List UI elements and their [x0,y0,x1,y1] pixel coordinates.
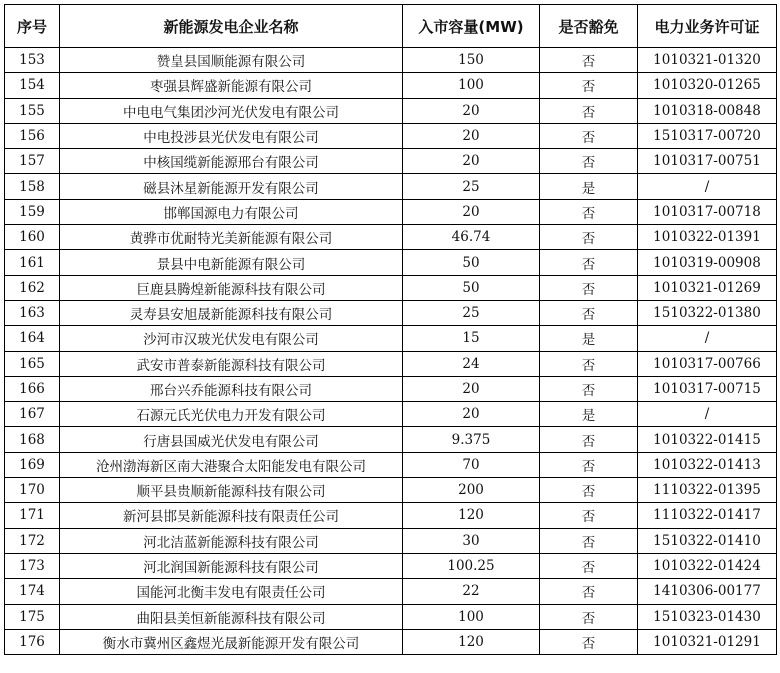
table-row [5,199,777,224]
capacity-cell: 100 [403,604,540,629]
serial-number-cell: 170 [5,478,60,503]
license-cell: 1510322-01380 [638,300,777,325]
serial-number-cell: 176 [5,629,60,654]
header-serial-number: 序号 [5,5,60,48]
table-row [5,528,777,553]
capacity-cell: 150 [403,48,540,73]
exemption-cell: 否 [540,376,638,401]
license-cell: / [638,402,777,427]
document-page [4,4,777,655]
license-cell: 1010317-00718 [638,199,777,224]
table-row [5,427,777,452]
serial-number-cell: 161 [5,250,60,275]
license-cell: 1010322-01424 [638,553,777,578]
header-company-name: 新能源发电企业名称 [60,5,403,48]
serial-number-cell: 169 [5,452,60,477]
company-name-cell: 衡水市冀州区鑫煜光晟新能源开发有限公司 [60,629,403,654]
serial-number-cell: 159 [5,199,60,224]
license-cell: 1010320-01265 [638,73,777,98]
exemption-cell: 否 [540,604,638,629]
exemption-cell: 是 [540,174,638,199]
capacity-cell: 70 [403,452,540,477]
capacity-cell: 120 [403,629,540,654]
company-name-cell: 枣强县辉盛新能源有限公司 [60,73,403,98]
exemption-cell: 否 [540,351,638,376]
capacity-cell: 25 [403,300,540,325]
company-name-cell: 武安市普泰新能源科技有限公司 [60,351,403,376]
company-name-cell: 河北洁蓝新能源科技有限公司 [60,528,403,553]
exemption-cell: 否 [540,452,638,477]
company-name-cell: 顺平县贵顺新能源科技有限公司 [60,478,403,503]
table-row [5,629,777,654]
company-name-cell: 邯郸国源电力有限公司 [60,199,403,224]
company-name-cell: 河北润国新能源科技有限公司 [60,553,403,578]
capacity-cell: 100.25 [403,553,540,578]
license-cell: / [638,326,777,351]
table-row [5,402,777,427]
company-name-cell: 巨鹿县腾煌新能源科技有限公司 [60,275,403,300]
exemption-cell: 否 [540,478,638,503]
license-cell: 1010322-01391 [638,225,777,250]
exemption-cell: 是 [540,402,638,427]
company-name-cell: 曲阳县美恒新能源科技有限公司 [60,604,403,629]
serial-number-cell: 162 [5,275,60,300]
license-cell: 1510317-00720 [638,123,777,148]
license-cell: 1010318-00848 [638,98,777,123]
license-cell: 1110322-01417 [638,503,777,528]
license-cell: 1110322-01395 [638,478,777,503]
table-row [5,149,777,174]
exemption-cell: 否 [540,629,638,654]
capacity-cell: 20 [403,199,540,224]
header-license: 电力业务许可证 [638,5,777,48]
company-name-cell: 沙河市汉玻光伏发电有限公司 [60,326,403,351]
capacity-cell: 100 [403,73,540,98]
exemption-cell: 否 [540,553,638,578]
table-row [5,98,777,123]
serial-number-cell: 168 [5,427,60,452]
company-name-cell: 景县中电新能源有限公司 [60,250,403,275]
table-row [5,73,777,98]
capacity-cell: 20 [403,123,540,148]
company-name-cell: 中电电气集团沙河光伏发电有限公司 [60,98,403,123]
exemption-cell: 否 [540,48,638,73]
serial-number-cell: 167 [5,402,60,427]
capacity-cell: 20 [403,149,540,174]
company-name-cell: 灵寿县安旭晟新能源科技有限公司 [60,300,403,325]
serial-number-cell: 154 [5,73,60,98]
table-row [5,326,777,351]
license-cell: 1410306-00177 [638,579,777,604]
serial-number-cell: 166 [5,376,60,401]
license-cell: 1010322-01415 [638,427,777,452]
exemption-cell: 否 [540,300,638,325]
company-name-cell: 新河县邯昊新能源科技有限责任公司 [60,503,403,528]
capacity-cell: 30 [403,528,540,553]
capacity-cell: 20 [403,98,540,123]
header-capacity: 入市容量(MW) [403,5,540,48]
table-row [5,376,777,401]
serial-number-cell: 164 [5,326,60,351]
serial-number-cell: 155 [5,98,60,123]
company-name-cell: 行唐县国威光伏发电有限公司 [60,427,403,452]
serial-number-cell: 174 [5,579,60,604]
exemption-cell: 否 [540,275,638,300]
company-name-cell: 石源元氏光伏电力开发有限公司 [60,402,403,427]
exemption-cell: 否 [540,73,638,98]
capacity-cell: 50 [403,250,540,275]
serial-number-cell: 156 [5,123,60,148]
license-cell: 1010322-01413 [638,452,777,477]
capacity-cell: 50 [403,275,540,300]
license-cell: 1010319-00908 [638,250,777,275]
license-cell: / [638,174,777,199]
table-row [5,123,777,148]
table-row [5,174,777,199]
exemption-cell: 否 [540,199,638,224]
license-cell: 1010317-00766 [638,351,777,376]
company-name-cell: 沧州渤海新区南大港聚合太阳能发电有限公司 [60,452,403,477]
capacity-cell: 25 [403,174,540,199]
serial-number-cell: 175 [5,604,60,629]
table-header-row [5,5,777,48]
table-row [5,225,777,250]
capacity-cell: 200 [403,478,540,503]
license-cell: 1510323-01430 [638,604,777,629]
table-row [5,478,777,503]
serial-number-cell: 165 [5,351,60,376]
license-cell: 1010317-00715 [638,376,777,401]
table-row [5,604,777,629]
table-row [5,250,777,275]
header-exemption: 是否豁免 [540,5,638,48]
exemption-cell: 否 [540,250,638,275]
capacity-cell: 120 [403,503,540,528]
license-cell: 1010317-00751 [638,149,777,174]
exemption-cell: 否 [540,503,638,528]
table-row [5,351,777,376]
company-name-cell: 黄骅市优耐特光美新能源有限公司 [60,225,403,250]
license-cell: 1010321-01320 [638,48,777,73]
table-row [5,275,777,300]
serial-number-cell: 157 [5,149,60,174]
exemption-cell: 否 [540,528,638,553]
table-row [5,452,777,477]
license-cell: 1510322-01410 [638,528,777,553]
company-name-cell: 国能河北衡丰发电有限责任公司 [60,579,403,604]
serial-number-cell: 158 [5,174,60,199]
exemption-cell: 是 [540,326,638,351]
table-row [5,503,777,528]
serial-number-cell: 172 [5,528,60,553]
table-row [5,553,777,578]
exemption-cell: 否 [540,427,638,452]
capacity-cell: 20 [403,376,540,401]
capacity-cell: 22 [403,579,540,604]
serial-number-cell: 153 [5,48,60,73]
company-name-cell: 赞皇县国顺能源有限公司 [60,48,403,73]
capacity-cell: 24 [403,351,540,376]
exemption-cell: 否 [540,98,638,123]
company-name-cell: 邢台兴乔能源科技有限公司 [60,376,403,401]
exemption-cell: 否 [540,123,638,148]
company-name-cell: 中电投涉县光伏发电有限公司 [60,123,403,148]
company-name-cell: 磁县沐星新能源开发有限公司 [60,174,403,199]
exemption-cell: 否 [540,149,638,174]
table-row [5,48,777,73]
exemption-cell: 否 [540,225,638,250]
table-row [5,300,777,325]
license-cell: 1010321-01269 [638,275,777,300]
license-cell: 1010321-01291 [638,629,777,654]
capacity-cell: 46.74 [403,225,540,250]
capacity-cell: 20 [403,402,540,427]
exemption-cell: 否 [540,579,638,604]
company-name-cell: 中核国缆新能源邢台有限公司 [60,149,403,174]
serial-number-cell: 171 [5,503,60,528]
serial-number-cell: 173 [5,553,60,578]
serial-number-cell: 163 [5,300,60,325]
enterprise-table [4,4,777,655]
table-row [5,579,777,604]
table-body [5,48,777,655]
serial-number-cell: 160 [5,225,60,250]
capacity-cell: 9.375 [403,427,540,452]
capacity-cell: 15 [403,326,540,351]
